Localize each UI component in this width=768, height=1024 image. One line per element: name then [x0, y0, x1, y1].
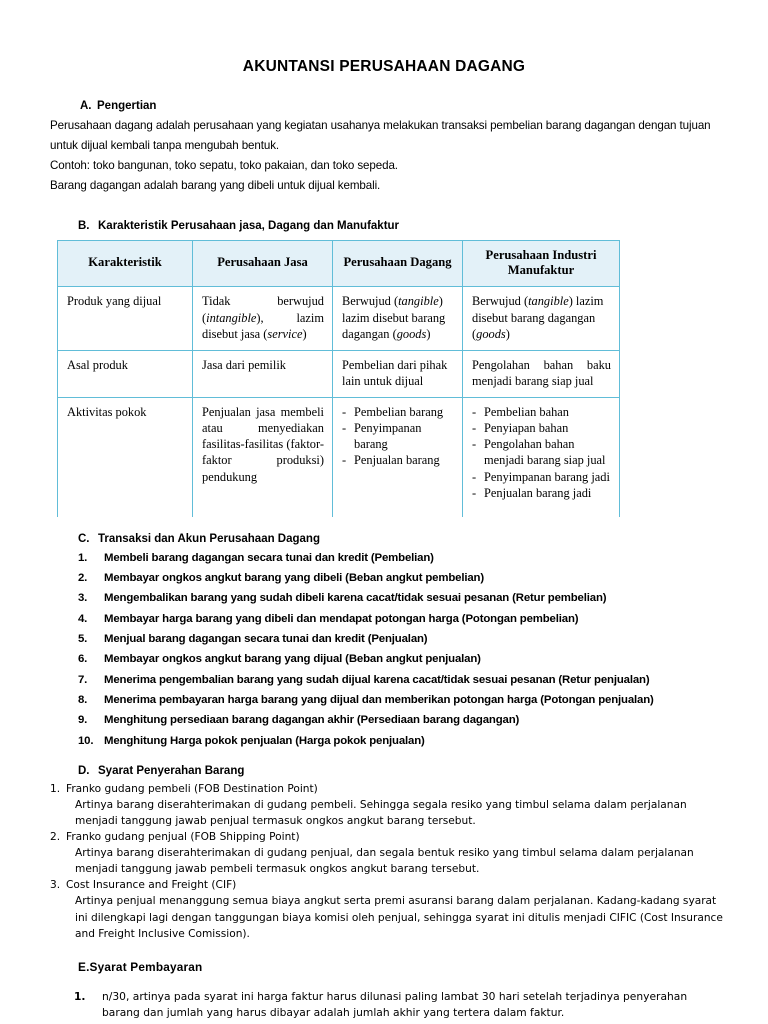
page-title: AKUNTANSI PERUSAHAAN DAGANG: [242, 58, 526, 75]
list-item-number: 10.: [78, 734, 94, 747]
section-c-heading-text: Transaksi dan Akun Perusahaan Dagang: [98, 532, 320, 545]
list-item: [78, 568, 768, 588]
list-item-title: Cost Insurance and Freight (CIF): [66, 879, 237, 892]
list-item: [78, 731, 768, 751]
list-item-text: Menjual barang dagangan secara tunai dan kredit (Penjualan): [104, 633, 428, 646]
manufaktur-activity-list: [472, 404, 611, 501]
list-item-number: 1.: [74, 989, 86, 1003]
section-a-heading-text: Pengertian: [97, 100, 157, 112]
transaction-list: [78, 548, 768, 751]
characteristics-table-wrapper: [0, 240, 768, 517]
list-item: [78, 649, 768, 669]
table-header-row: [58, 240, 620, 287]
list-item-text: Membeli barang dagangan secara tunai dan kredit (Pembelian): [104, 551, 434, 564]
list-item: [50, 829, 728, 877]
section-d: [0, 765, 768, 942]
list-item: - Penyimpanan barang jadi: [472, 469, 611, 485]
list-item-number: 3.: [50, 879, 61, 892]
section-d-letter: D.: [78, 764, 90, 777]
table-header-perusahaan-jasa: Perusahaan Jasa: [193, 240, 333, 287]
cell-dagang-produk: Berwujud (tangible) lazim disebut barang dagangan (goods): [333, 287, 463, 350]
list-item-body: Artinya barang diserahterimakan di gudang pembeli. Sehingga segala resiko yang timbul selama dalam perjalanan menjadi tanggung jawab penjual termasuk ongkos angkut barang tersebut.: [75, 798, 687, 827]
list-item: - Pembelian barang: [342, 404, 454, 420]
list-item: - Penjualan barang jadi: [472, 485, 611, 501]
list-item-number: 8.: [78, 693, 88, 706]
list-item: - Penyimpanan barang: [342, 420, 454, 452]
table-header-perusahaan-dagang: Perusahaan Dagang: [333, 240, 463, 287]
payment-terms-list: [50, 989, 728, 1022]
list-item-number: 6.: [78, 653, 88, 666]
section-d-heading-text: Syarat Penyerahan Barang: [98, 764, 245, 777]
table-row: [58, 398, 620, 517]
cell-jasa-aktivitas: Penjualan jasa membeli atau menyediakan fasilitas-fasilitas (faktor-faktor produksi) pendukung: [193, 398, 333, 517]
dagang-activity-list: [342, 404, 454, 469]
list-item: - Pengolahan bahan menjadi barang siap jual: [472, 436, 611, 468]
cell-dagang-asal: Pembelian dari pihak lain untuk dijual: [333, 350, 463, 397]
list-item-number: 7.: [78, 673, 88, 686]
cell-karakteristik-produk: Produk yang dijual: [58, 287, 193, 350]
list-item: [78, 629, 768, 649]
list-item-text: Menghitung persediaan barang dagangan akhir (Persediaan barang dagangan): [104, 714, 520, 727]
section-b-heading-text: Karakteristik Perusahaan jasa, Dagang dan Manufaktur: [98, 219, 400, 232]
section-a: [0, 100, 768, 196]
cell-karakteristik-aktivitas: Aktivitas pokok: [58, 398, 193, 517]
list-item: [50, 781, 728, 829]
cell-jasa-asal: Jasa dari pemilik: [193, 350, 333, 397]
table-header-perusahaan-manufaktur: Perusahaan Industri Manufaktur: [463, 240, 620, 287]
list-item: [78, 710, 768, 730]
list-item: - Penyiapan bahan: [472, 420, 611, 436]
list-item: [50, 877, 728, 941]
list-item-text: Mengembalikan barang yang sudah dibeli karena cacat/tidak sesuai pesanan (Retur pembelian): [104, 592, 607, 605]
list-item-number: 3.: [78, 592, 88, 605]
cell-manufaktur-asal: Pengolahan bahan baku menjadi barang siap jual: [463, 350, 620, 397]
list-item-number: 5.: [78, 633, 88, 646]
section-c: [0, 533, 768, 751]
list-item-text: Membayar ongkos angkut barang yang dijual (Beban angkut penjualan): [104, 653, 481, 666]
list-item: [78, 609, 768, 629]
section-b-heading: [0, 220, 768, 232]
list-item-text: Membayar harga barang yang dibeli dan mendapat potongan harga (Potongan pembelian): [104, 612, 579, 625]
section-d-heading: [50, 765, 728, 777]
section-a-letter: A.: [80, 100, 92, 112]
section-c-letter: C.: [78, 532, 90, 545]
list-item: [78, 548, 768, 568]
cell-manufaktur-produk: Berwujud (tangible) lazim disebut barang dagangan (goods): [463, 287, 620, 350]
section-e: [0, 960, 768, 1022]
list-item-text: Menerima pembayaran harga barang yang dijual dan memberikan potongan harga (Potongan penjualan): [104, 693, 654, 706]
characteristics-table: [57, 240, 620, 517]
list-item-text: Menerima pengembalian barang yang sudah dijual karena cacat/tidak sesuai pesanan (Retur penjualan): [104, 673, 650, 686]
list-item-body: Artinya barang diserahterimakan di gudang penjual, dan segala bentuk resiko yang timbul selama dalam perjalanan menjadi tanggung jawab pembeli termasuk ongkos angkut barang tersebut.: [75, 847, 694, 876]
list-item: - Penjualan barang: [342, 452, 454, 468]
delivery-terms-list: [50, 781, 728, 942]
section-a-paragraph-3: Barang dagangan adalah barang yang dibeli untuk dijual kembali.: [50, 178, 381, 192]
list-item-body: n/30, artinya pada syarat ini harga faktur harus dilunasi paling lambat 30 hari setelah terjadinya penyerahan barang dan jumlah yang harus dibayar adalah jumlah akhir yang tertera dalam faktur.: [102, 989, 688, 1020]
list-item: - Pembelian bahan: [472, 404, 611, 420]
list-item-number: 2.: [78, 572, 88, 585]
cell-karakteristik-asal: Asal produk: [58, 350, 193, 397]
list-item-text: Menghitung Harga pokok penjualan (Harga pokok penjualan): [104, 734, 425, 747]
list-item: [78, 690, 768, 710]
list-item-title: Franko gudang penjual (FOB Shipping Point): [66, 831, 300, 844]
section-a-heading: [50, 100, 716, 112]
list-item: [50, 989, 728, 1022]
cell-manufaktur-aktivitas: [463, 398, 620, 517]
section-c-heading: [78, 533, 768, 545]
list-item: [78, 670, 768, 690]
list-item-number: 2.: [50, 831, 61, 844]
section-a-paragraph-1: Perusahaan dagang adalah perusahaan yang kegiatan usahanya melakukan transaksi pembelian barang dagangan dengan tujuan untuk dijual kembali tanpa mengubah bentuk.: [50, 119, 711, 152]
list-item-text: Membayar ongkos angkut barang yang dibeli (Beban angkut pembelian): [104, 572, 484, 585]
table-row: [58, 287, 620, 350]
list-item-body: Artinya penjual menanggung semua biaya angkut serta premi asuransi barang dalam perjalanan. Kadang-kadang syarat ini dilengkapi lagi dengan tanggungan biaya komisi oleh penjual, sehingga syarat ini ditulis menjadi CIFIC (Cost Insurance and Freight Inclusive Comission).: [75, 895, 723, 940]
table-header-karakteristik: Karakteristik: [58, 240, 193, 287]
cell-dagang-aktivitas: [333, 398, 463, 517]
cell-jasa-produk: Tidak berwujud (intangible), lazim disebut jasa (service): [193, 287, 333, 350]
list-item-number: 9.: [78, 714, 88, 727]
section-b-letter: B.: [78, 219, 90, 232]
list-item-title: Franko gudang pembeli (FOB Destination Point): [66, 782, 318, 795]
section-e-heading-text: Syarat Pembayaran: [89, 959, 203, 974]
list-item-number: 4.: [78, 612, 88, 625]
list-item: [78, 588, 768, 608]
section-e-letter: E.: [78, 959, 90, 974]
section-e-heading: [50, 960, 728, 974]
list-item-number: 1.: [78, 551, 88, 564]
table-row: [58, 350, 620, 397]
list-item-number: 1.: [50, 782, 61, 795]
section-a-paragraph-2: Contoh: toko bangunan, toko sepatu, toko pakaian, dan toko sepeda.: [50, 158, 398, 172]
